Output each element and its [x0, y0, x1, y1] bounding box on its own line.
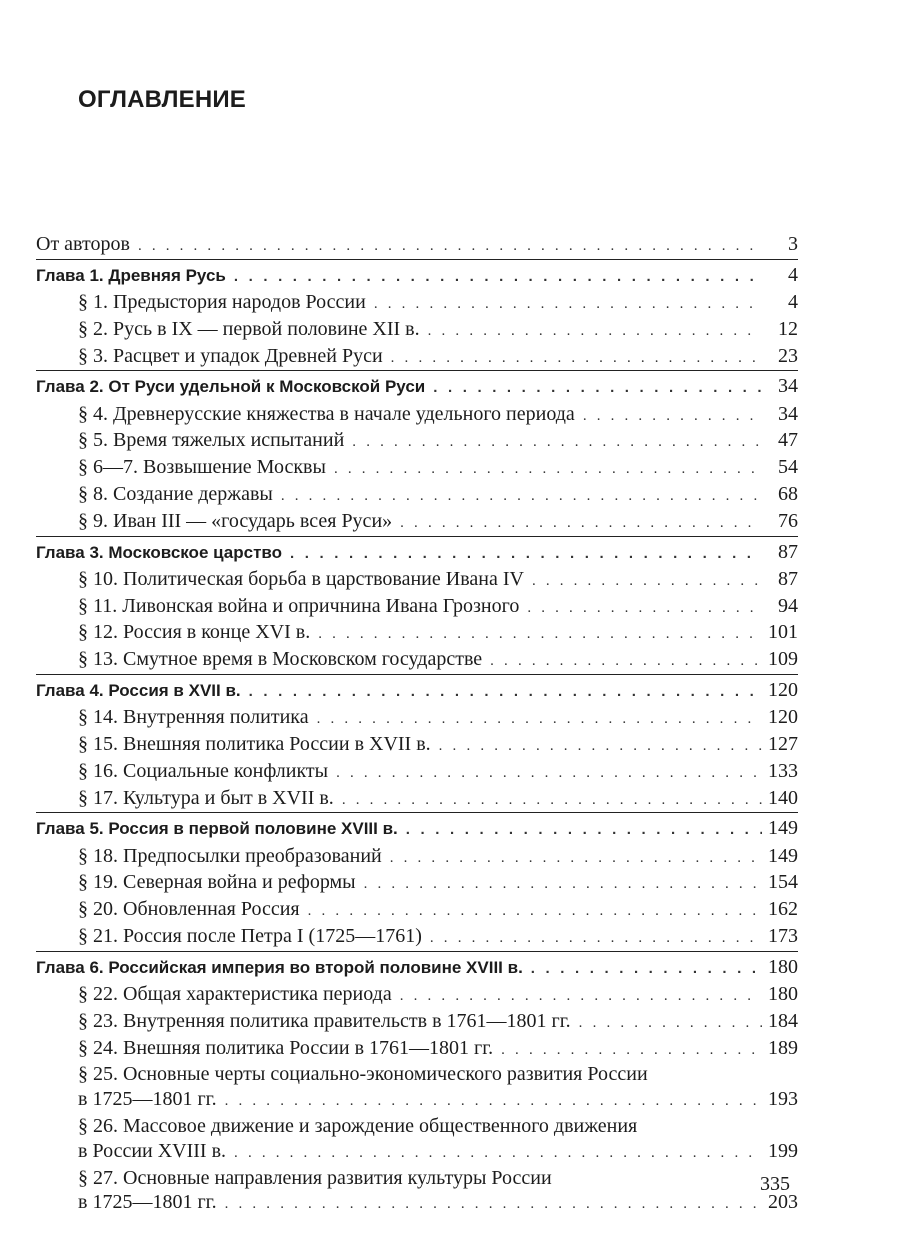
toc-section[interactable] [36, 482, 798, 509]
toc-entry-title: § 27. Основные направления развития культуры России [78, 1166, 552, 1189]
toc-entry-title: § 18. Предпосылки преобразований [78, 844, 382, 867]
toc-entry-page: 199 [768, 1139, 798, 1162]
toc-entry-title: в 1725—1801 гг. [78, 1088, 217, 1111]
toc-entry-title: § 4. Древнерусские княжества в начале удельного периода [78, 402, 575, 425]
toc-section[interactable] [36, 897, 798, 924]
dot-leader [579, 1011, 762, 1036]
toc-entry-page: 184 [768, 1009, 798, 1032]
toc-entry-page: 120 [768, 706, 798, 729]
dot-leader [138, 234, 762, 259]
dot-leader [249, 678, 762, 705]
dot-leader [501, 1038, 762, 1063]
toc-entry-title: От авторов [36, 233, 130, 255]
toc-chapter-4[interactable] [36, 674, 798, 705]
toc-section[interactable] [36, 594, 798, 621]
toc-entry-title: Глава 2. От Руси удельной к Московской Руси [36, 377, 426, 397]
toc-entry-page: 4 [788, 263, 798, 286]
toc-section[interactable] [36, 1009, 798, 1036]
toc-chapters [36, 259, 798, 1217]
toc-section[interactable] [36, 1087, 798, 1114]
toc-entry-title: § 2. Русь в IX — первой половине XII в. [78, 317, 420, 340]
toc-entry-page: 87 [778, 540, 798, 563]
toc-section-first-line[interactable] [36, 1062, 798, 1087]
toc-chapter-6[interactable] [36, 951, 798, 982]
dot-leader [281, 484, 762, 509]
toc-entry-title: Глава 4. Россия в XVII в. [36, 680, 241, 700]
toc-entry-page: 47 [778, 429, 798, 452]
toc-entry-title: Глава 3. Московское царство [36, 542, 283, 562]
toc-entry-page: 4 [788, 291, 798, 313]
dot-leader [374, 292, 762, 317]
toc-entry-title: Глава 5. Россия в первой половине XVIII в. [36, 819, 398, 839]
toc-section[interactable] [36, 870, 798, 897]
dot-leader [391, 346, 762, 371]
toc-entry-title: § 21. Россия после Петра I (1725—1761) [78, 924, 422, 947]
toc-section-first-line[interactable] [36, 1166, 798, 1191]
toc-entry-page: 203 [768, 1191, 798, 1214]
toc-entry-title: § 24. Внешняя политика России в 1761—1801 гг. [78, 1036, 494, 1059]
toc-entry-page: 76 [778, 509, 798, 532]
dot-leader [364, 872, 762, 897]
toc-entry-title: § 8. Создание державы [78, 482, 273, 505]
toc-entry-page: 154 [768, 871, 798, 894]
toc-entry-title: § 1. Предыстория народов России [78, 291, 366, 313]
toc-entry-page: 162 [768, 898, 798, 921]
toc-entry-page: 34 [778, 402, 798, 425]
dot-leader [430, 926, 762, 951]
toc-entry-page: 193 [768, 1088, 798, 1111]
toc-entry-page: 23 [778, 344, 798, 367]
toc-entry-title: § 3. Расцвет и упадок Древней Руси [78, 344, 383, 367]
toc-chapter-1[interactable] [36, 259, 798, 290]
page-title: ОГЛАВЛЕНИЕ [78, 86, 247, 113]
toc-section[interactable] [36, 428, 798, 455]
toc-section[interactable] [36, 317, 798, 344]
toc-entry-title: § 13. Смутное время в Московском государстве [78, 648, 483, 671]
toc-entry-page: 68 [778, 482, 798, 505]
toc-entry-title: § 20. Обновленная Россия [78, 898, 300, 921]
toc-section[interactable] [36, 647, 798, 674]
dot-leader [433, 374, 762, 401]
toc-entry-page: 120 [768, 678, 798, 701]
toc-entry-title: § 9. Иван III — «государь всея Руси» [78, 509, 393, 532]
dot-leader [234, 263, 762, 290]
toc-entry-title: § 14. Внутренняя политика [78, 706, 309, 729]
toc-entry-title: § 12. Россия в конце XVI в. [78, 621, 311, 644]
toc-entry-title: § 25. Основные черты социально-экономического развития России [78, 1063, 648, 1086]
toc-entry-title: § 15. Внешняя политика России в XVII в. [78, 732, 431, 755]
dot-leader [225, 1192, 762, 1217]
toc-entry-page: 180 [768, 982, 798, 1005]
toc-section[interactable] [36, 290, 798, 317]
toc-entry-page: 127 [768, 732, 798, 755]
toc-section[interactable] [36, 844, 798, 871]
toc-chapter-5[interactable] [36, 812, 798, 843]
dot-leader [400, 984, 762, 1009]
toc-chapter-2[interactable] [36, 370, 798, 401]
toc-entry-page: 101 [768, 621, 798, 644]
toc-entry-page: 133 [768, 759, 798, 782]
dot-leader [352, 430, 762, 455]
dot-leader [318, 622, 762, 647]
dot-leader [342, 788, 762, 813]
dot-leader [527, 596, 762, 621]
toc-entry-page: 109 [768, 648, 798, 671]
toc-entry-title: в России XVIII в. [78, 1139, 227, 1162]
page-number: 335 [760, 1173, 790, 1195]
toc-section[interactable] [36, 509, 798, 536]
toc-entry-page: 87 [778, 567, 798, 590]
toc-section[interactable] [36, 1190, 798, 1217]
toc-section[interactable] [36, 759, 798, 786]
dot-leader [317, 707, 762, 732]
dot-leader [336, 761, 762, 786]
toc-entry-title: Глава 1. Древняя Русь [36, 265, 226, 285]
toc-chapter-3[interactable] [36, 536, 798, 567]
toc-entry-title: § 6—7. Возвышение Москвы [78, 456, 326, 479]
dot-leader [583, 404, 762, 429]
toc-entry-title: Глава 6. Российская империя во второй половине XVIII в. [36, 957, 523, 977]
toc-entry-title: § 17. Культура и быт в XVII в. [78, 786, 334, 809]
toc-entry-title: § 23. Внутренняя политика правительств в 1761—1801 гг. [78, 1009, 571, 1032]
dot-leader [290, 540, 762, 567]
toc-section[interactable] [36, 924, 798, 951]
dot-leader [234, 1141, 762, 1166]
toc-entry-title: § 19. Северная война и реформы [78, 871, 356, 894]
toc-entry-title: в 1725—1801 гг. [78, 1191, 217, 1214]
toc-section[interactable] [36, 455, 798, 482]
toc-entry-title: § 11. Ливонская война и опричнина Ивана Грозного [78, 594, 520, 617]
toc-entry-page: 149 [768, 817, 798, 840]
toc-section[interactable] [36, 1139, 798, 1166]
toc-entry-title: § 5. Время тяжелых испытаний [78, 429, 345, 452]
toc-entry-page: 149 [768, 844, 798, 867]
toc-section[interactable] [36, 705, 798, 732]
toc-section[interactable] [36, 620, 798, 647]
toc-entry-page: 34 [778, 375, 798, 398]
toc-entry-page: 140 [768, 786, 798, 809]
table-of-contents [36, 232, 798, 1217]
toc-section[interactable] [36, 786, 798, 813]
toc-entry-page: 189 [768, 1036, 798, 1059]
toc-entry-page: 3 [788, 233, 798, 255]
dot-leader [439, 734, 762, 759]
toc-entry-page: 12 [778, 317, 798, 340]
toc-section[interactable] [36, 732, 798, 759]
toc-entry-page: 180 [768, 955, 798, 978]
dot-leader [532, 569, 762, 594]
dot-leader [308, 899, 762, 924]
toc-section-first-line[interactable] [36, 1114, 798, 1139]
dot-leader [531, 955, 762, 982]
toc-entry-page: 54 [778, 456, 798, 479]
toc-section[interactable] [36, 402, 798, 429]
dot-leader [390, 846, 762, 871]
toc-entry-intro[interactable] [36, 232, 798, 259]
toc-section[interactable] [36, 344, 798, 371]
dot-leader [406, 816, 762, 843]
toc-section[interactable] [36, 567, 798, 594]
dot-leader [225, 1089, 762, 1114]
toc-entry-page: 94 [778, 594, 798, 617]
dot-leader [400, 511, 762, 536]
toc-entry-title: § 16. Социальные конфликты [78, 759, 329, 782]
toc-section[interactable] [36, 982, 798, 1009]
toc-section[interactable] [36, 1036, 798, 1063]
toc-entry-page: 173 [768, 924, 798, 947]
dot-leader [334, 457, 762, 482]
dot-leader [490, 649, 762, 674]
toc-entry-title: § 10. Политическая борьба в царствование Ивана IV [78, 567, 524, 590]
toc-entry-title: § 26. Массовое движение и зарождение общественного движения [78, 1114, 638, 1137]
dot-leader [428, 319, 762, 344]
toc-entry-title: § 22. Общая характеристика периода [78, 982, 392, 1005]
